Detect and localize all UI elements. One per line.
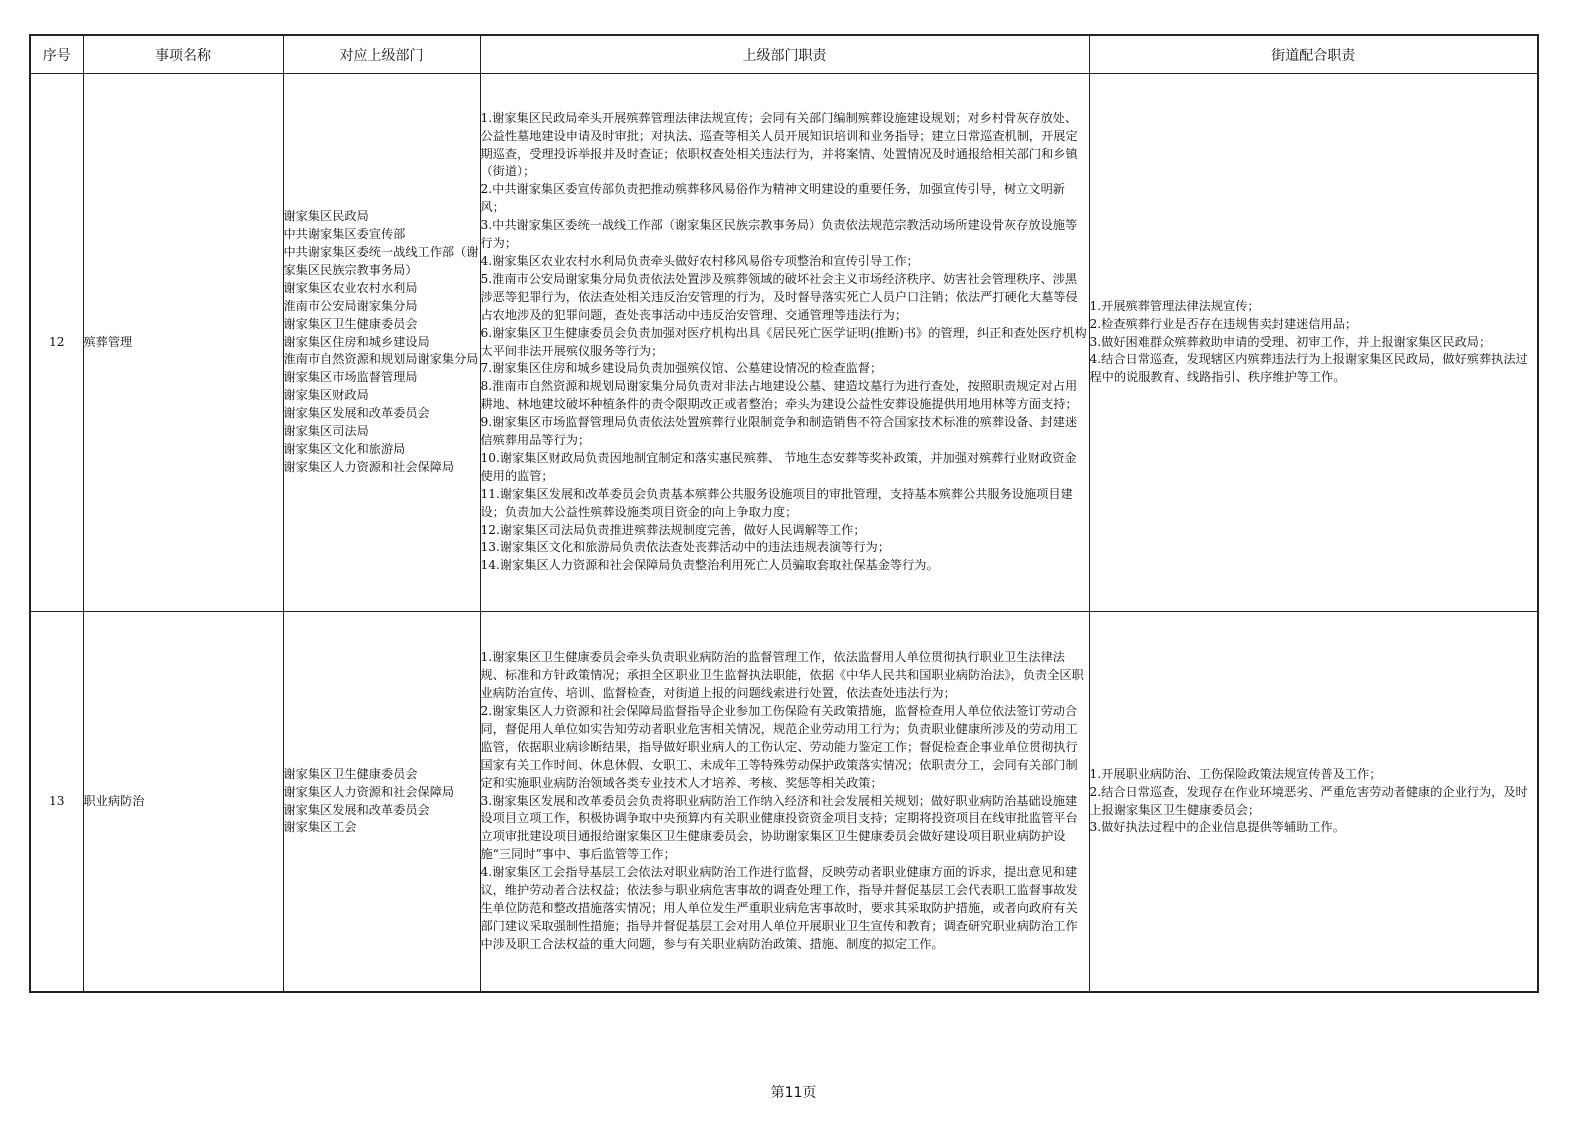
cell-line: 谢家集区工会 bbox=[283, 820, 357, 835]
responsibility-table bbox=[29, 34, 1539, 993]
row-duties bbox=[480, 612, 1089, 993]
cell-line: 1.开展殡葬管理法律法规宣传； bbox=[1089, 298, 1260, 313]
cell-line: 谢家集区卫生健康委员会 bbox=[283, 766, 418, 781]
cell-line: 谢家集区住房和城乡建设局 bbox=[283, 334, 430, 349]
table-row bbox=[30, 612, 1538, 993]
cell-line: 谢家集区民政局 bbox=[283, 209, 369, 224]
table-header-row bbox=[30, 35, 1538, 74]
cell-line: 2.中共谢家集区委宣传部负责把推动殡葬移风易俗作为精神文明建设的重要任务，加强宣传引导，树立文明新风； bbox=[480, 182, 1065, 215]
row-item-name: 职业病防治 bbox=[83, 612, 283, 993]
row-seq: 13 bbox=[30, 612, 83, 993]
cell-line: 6.谢家集区卫生健康委员会负责加强对医疗机构出具《居民死亡医学证明(推断)书》的管理，纠正和查处医疗机构太平间非法开展殡仪服务等行为； bbox=[480, 325, 1087, 358]
cell-line: 3.谢家集区发展和改革委员会负责将职业病防治工作纳入经济和社会发展相关规划；做好职业病防治基础设施建设项目立项工作，积极协调争取中央预算内有关职业健康投资资金项目支持；定期将投资项目在线审批监管平台立项审批建设项目通报给谢家集区卫生健康委员会，协助谢家集区卫生健康委员会做好建设项目职业病防护设施“三同时”事中、事后监管等工作； bbox=[480, 793, 1078, 862]
cell-line: 谢家集区农业农村水利局 bbox=[283, 280, 418, 295]
header-department-duties: 上级部门职责 bbox=[480, 35, 1089, 74]
row-departments bbox=[283, 74, 480, 612]
cell-line: 谢家集区发展和改革委员会 bbox=[283, 406, 430, 421]
cell-line: 谢家集区文化和旅游局 bbox=[283, 441, 406, 456]
row-street-duties bbox=[1089, 612, 1538, 993]
header-item-name: 事项名称 bbox=[83, 35, 283, 74]
cell-line: 谢家集区财政局 bbox=[283, 388, 369, 403]
cell-line: 淮南市公安局谢家集分局 bbox=[283, 298, 418, 313]
cell-line: 2.结合日常巡查，发现存在作业环境恶劣、严重危害劳动者健康的企业行为，及时上报谢家集区卫生健康委员会； bbox=[1089, 784, 1528, 817]
page-number: 第11页 bbox=[770, 1085, 817, 1101]
cell-line: 中共谢家集区委统一战线工作部（谢家集区民族宗教事务局） bbox=[283, 245, 479, 277]
cell-line: 10.谢家集区财政局负责因地制宜制定和落实惠民殡葬、 节地生态安葬等奖补政策，并加强对殡葬行业财政资金使用的监管； bbox=[480, 450, 1077, 483]
cell-line: 谢家集区卫生健康委员会 bbox=[283, 316, 418, 331]
cell-line: 谢家集区司法局 bbox=[283, 424, 369, 439]
cell-line: 2.检查殡葬行业是否存在违规售卖封建迷信用品； bbox=[1089, 316, 1358, 331]
row-item-name: 殡葬管理 bbox=[83, 74, 283, 612]
cell-line: 9.谢家集区市场监督管理局负责依法处置殡葬行业限制竞争和制造销售不符合国家技术标准的殡葬设备、封建迷信殡葬用品等行为； bbox=[480, 415, 1078, 448]
cell-line: 谢家集区人力资源和社会保障局 bbox=[283, 459, 455, 474]
cell-line: 2.谢家集区人力资源和社会保障局监督指导企业参加工伤保险有关政策措施，监督检查用人单位依法签订劳动合同，督促用人单位如实告知劳动者职业危害相关情况，规范企业劳动用工行为；负责职业健康所涉及的劳动用工监管，依据职业病诊断结果，指导做好职业病人的工伤认定、劳动能力鉴定工作；督促检查企事业单位贯彻执行国家有关工作时间、休息休假、女职工、未成年工等特殊劳动保护政策落实情况；依职责分工，会同有关部门制定和实施职业病防治领域各类专业技术人才培养、考核、奖惩等相关政策； bbox=[480, 704, 1078, 790]
cell-line: 3.中共谢家集区委统一战线工作部（谢家集区民族宗教事务局）负责依法规范宗教活动场所建设骨灰存放设施等行为； bbox=[480, 218, 1078, 251]
cell-line: 4.谢家集区农业农村水利局负责牵头做好农村移风易俗专项整治和宣传引导工作； bbox=[480, 253, 919, 268]
cell-line: 8.淮南市自然资源和规划局谢家集分局负责对非法占地建设公墓、建造坟墓行为进行查处，按照职责规定对占用耕地、林地建坟破坏种植条件的责令限期改正或者整治；牵头为建设公益性安葬设施提供用地用林等方面支持； bbox=[480, 379, 1078, 412]
row-street-duties bbox=[1089, 74, 1538, 612]
cell-line: 1.开展职业病防治、工伤保险政策法规宣传普及工作； bbox=[1089, 766, 1382, 781]
cell-line: 11.谢家集区发展和改革委员会负责基本殡葬公共服务设施项目的审批管理，支持基本殡葬公共服务设施项目建设；负责加大公益性殡葬设施类项目资金的向上争取力度； bbox=[480, 486, 1073, 519]
cell-line: 谢家集区人力资源和社会保障局 bbox=[283, 784, 455, 799]
cell-line: 3.做好执法过程中的企业信息提供等辅助工作。 bbox=[1089, 820, 1345, 835]
cell-line: 4.结合日常巡查，发现辖区内殡葬违法行为上报谢家集区民政局，做好殡葬执法过程中的说服教育、线路指引、秩序维护等工作。 bbox=[1089, 352, 1528, 385]
cell-line: 淮南市自然资源和规划局谢家集分局 bbox=[283, 352, 479, 367]
header-department: 对应上级部门 bbox=[283, 35, 480, 74]
cell-line: 7.谢家集区住房和城乡建设局负责加强殡仪馆、公墓建设情况的检查监督； bbox=[480, 361, 883, 376]
cell-line: 13.谢家集区文化和旅游局负责依法查处丧葬活动中的违法违规表演等行为； bbox=[480, 540, 890, 555]
cell-line: 12.谢家集区司法局负责推进殡葬法规制度完善，做好人民调解等工作； bbox=[480, 522, 866, 537]
row-departments bbox=[283, 612, 480, 993]
cell-line: 14.谢家集区人力资源和社会保障局负责整治利用死亡人员骗取套取社保基金等行为。 bbox=[480, 558, 939, 573]
cell-line: 谢家集区市场监督管理局 bbox=[283, 370, 418, 385]
row-seq: 12 bbox=[30, 74, 83, 612]
header-seq: 序号 bbox=[30, 35, 83, 74]
cell-line: 5.淮南市公安局谢家集分局负责依法处置涉及殡葬领域的破坏社会主义市场经济秩序、妨害社会管理秩序、涉黑涉恶等犯罪行为，依法查处相关违反治安管理的行为，及时督导落实死亡人员户口注销；依法严打硬化大墓等侵占农地涉及的犯罪问题，查处丧事活动中违反治安管理、交通管理等违法行为； bbox=[480, 271, 1078, 322]
table-row bbox=[30, 74, 1538, 612]
row-duties bbox=[480, 74, 1089, 612]
cell-line: 中共谢家集区委宣传部 bbox=[283, 227, 406, 242]
header-street-duties: 街道配合职责 bbox=[1089, 35, 1538, 74]
cell-line: 谢家集区发展和改革委员会 bbox=[283, 802, 430, 817]
cell-line: 4.谢家集区工会指导基层工会依法对职业病防治工作进行监督，反映劳动者职业健康方面的诉求，提出意见和建议，维护劳动者合法权益；依法参与职业病危害事故的调查处理工作，指导并督促基层工会代表职工监督事故发生单位防范和整改措施落实情况；用人单位发生严重职业病危害事故时，要求其采取防护措施，或者向政府有关部门建议采取强制性措施；指导并督促基层工会对用人单位开展职业卫生宣传和教育；调查研究职业病防治工作中涉及职工合法权益的重大问题，参与有关职业病防治政策、措施、制度的拟定工作。 bbox=[480, 865, 1078, 951]
cell-line: 3.做好困难群众殡葬救助申请的受理、初审工作，并上报谢家集区民政局； bbox=[1089, 334, 1492, 349]
cell-line: 1.谢家集区卫生健康委员会牵头负责职业病防治的监督管理工作，依法监督用人单位贯彻执行职业卫生法律法规、标准和方针政策情况；承担全区职业卫生监督执法职能，依据《中华人民共和国职业病防治法》，负责全区职业病防治宣传、培训、监督检查，对街道上报的问题线索进行处置，依法查处违法行为； bbox=[480, 650, 1084, 701]
cell-line: 1.谢家集区民政局牵头开展殡葬管理法律法规宣传；会同有关部门编制殡葬设施建设规划；对乡村骨灰存放处、公益性墓地建设申请及时审批；对执法、巡查等相关人员开展知识培训和业务指导；建立日常巡查机制，开展定期巡查，受理投诉举报并及时查证；依职权查处相关违法行为，并将案情、处置情况及时通报给相关部门和乡镇（街道）； bbox=[480, 110, 1078, 179]
